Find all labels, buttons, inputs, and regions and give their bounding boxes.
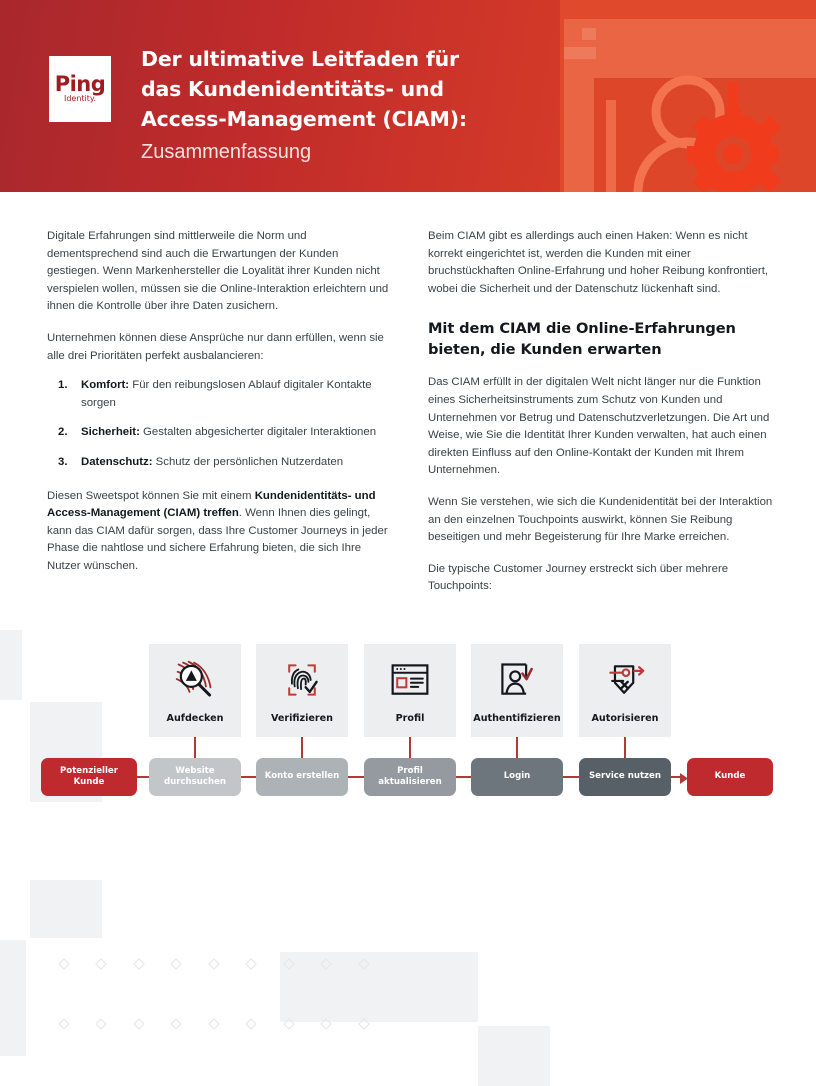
magnifier-warning-fingerprint-icon: [173, 659, 217, 701]
priority-text: Gestalten abgesicherter digitaler Interaktionen: [139, 426, 377, 439]
right-column: [428, 228, 775, 610]
touchpoint-card-autorisieren[interactable]: [579, 644, 671, 737]
logo-subtext: Identity.: [63, 93, 97, 103]
card-label: Verifizieren: [271, 712, 333, 724]
card-label: Autorisieren: [591, 712, 659, 724]
right-paragraph-2: Das CIAM erfüllt in der digitalen Welt nicht länger nur die Funktion eines Sicherheitsinstruments zum Schutz von Kunden und Unternehmen vor Betrug und Datenschutzverletzungen. Die Art und Weise, wie Sie die Identität Ihrer Kunden verwalten, hat auch einen direkten Einfluss auf den Online-Kontakt der Kunden mit Ihrem Unternehmen.: [428, 376, 770, 477]
sweetspot-bold: Kundenidentitäts- und Access-Management (CIAM) treffen: [47, 489, 376, 520]
left-column: [47, 228, 394, 610]
connector-vertical: [409, 737, 411, 759]
pill-label: Service nutzen: [588, 771, 661, 782]
priority-item: [47, 377, 394, 412]
pill-label: Potenzieller Kunde: [60, 765, 118, 787]
card-label: Profil: [395, 712, 425, 724]
touchpoint-card-aufdecken[interactable]: [149, 644, 241, 737]
sweetspot-pre: Diesen Sweetspot können Sie mit einem: [47, 489, 255, 502]
priority-term: Datenschutz:: [81, 455, 153, 468]
title-line-3: Access-Management (CIAM):: [141, 107, 467, 131]
card-label: Authentifizieren: [473, 712, 561, 724]
priority-text: Schutz der persönlichen Nutzerdaten: [152, 455, 344, 468]
journey-step-service-nutzen[interactable]: [579, 758, 671, 796]
shield-key-arrow-icon: [603, 659, 647, 701]
page-header: [0, 0, 816, 192]
left-paragraph-1: Digitale Erfahrungen sind mittlerweile die Norm und dementsprechend sind auch die Erwartungen der Kunden gestiegen. Wenn Markenhersteller die Loyalität ihrer Kunden nicht verspielen wollen, müssen sie die Online-Interaktion erleichtern und ihnen die Kontrolle über ihre Daten zusichern.: [47, 230, 389, 313]
right-paragraph-4: Die typische Customer Journey erstreckt sich über mehrere Touchpoints:: [428, 562, 729, 593]
journey-step-potenzieller-kunde[interactable]: [41, 758, 137, 796]
connector-vertical: [194, 737, 196, 759]
priority-number: 2.: [58, 426, 68, 439]
journey-step-konto-erstellen[interactable]: [256, 758, 348, 796]
connector-vertical: [516, 737, 518, 759]
right-paragraph-1: Beim CIAM gibt es allerdings auch einen Haken: Wenn es nicht korrekt eingerichtet ist, werden die Kunden mit einer bruchstückhaften Online-Erfahrung und hoher Reibung konfrontiert, wobei die Sicherheit und der Datenschutz lückenhaft sind.: [428, 230, 769, 295]
card-label: Aufdecken: [166, 712, 224, 724]
page-subtitle: Zusammenfassung: [141, 141, 312, 163]
journey-step-login[interactable]: [471, 758, 563, 796]
profile-window-icon: [388, 659, 432, 701]
pill-label: Kunde: [714, 771, 746, 782]
left-paragraph-2: Unternehmen können diese Ansprüche nur dann erfüllen, wenn sie alle drei Prioritäten perfekt ausbalancieren:: [47, 331, 384, 362]
left-paragraph-3: [47, 488, 394, 576]
pill-label: Profil aktualisieren: [378, 765, 442, 787]
bottom-decoration: [0, 856, 816, 1056]
sweetspot-post: . Wenn Ihnen dies gelingt, kann das CIAM dafür sorgen, dass Ihre Customer Journeys in jeder Phase die nahtlose und sichere Erfahrung bieten, die sich Ihre Nutzer wünschen.: [47, 507, 388, 572]
touchpoint-card-profil[interactable]: [364, 644, 456, 737]
journey-step-kunde[interactable]: [687, 758, 773, 796]
connector-vertical: [301, 737, 303, 759]
priority-text: Für den reibungslosen Ablauf digitaler Kontakte sorgen: [81, 379, 372, 409]
logo-wordmark: Ping: [54, 71, 106, 96]
touchpoint-card-verifizieren[interactable]: [256, 644, 348, 737]
pill-label: Konto erstellen: [264, 771, 340, 782]
article-body: [0, 192, 816, 610]
right-paragraph-3: Wenn Sie verstehen, wie sich die Kundenidentität bei der Interaktion an den einzelnen Touchpoints auswirkt, können Sie Reibung beseitigen und mehr Begeisterung für Ihre Marke erreichen.: [428, 495, 773, 544]
priority-item: [47, 424, 394, 442]
section-heading: Mit dem CIAM die Online-Erfahrungen bieten, die Kunden erwarten: [428, 320, 736, 359]
priorities-list: [47, 377, 394, 471]
connector-vertical: [624, 737, 626, 759]
priority-item: [47, 454, 394, 472]
title-line-1: Der ultimative Leitfaden für: [141, 47, 459, 71]
journey-step-website-durchsuchen[interactable]: [149, 758, 241, 796]
ping-identity-logo: [49, 56, 111, 122]
diamond-pattern: [0, 856, 816, 1056]
title-line-2: das Kundenidentitäts- und: [141, 77, 444, 101]
priority-number: 1.: [58, 379, 68, 392]
pill-label: Login: [503, 771, 531, 782]
touchpoint-cards: [0, 644, 816, 737]
user-frame-check-icon: [495, 659, 539, 701]
priority-number: 3.: [58, 455, 68, 468]
touchpoint-card-authentifizieren[interactable]: [471, 644, 563, 737]
fingerprint-scan-check-icon: [280, 659, 324, 701]
journey-step-profil-aktualisieren[interactable]: [364, 758, 456, 796]
priority-term: Sicherheit:: [81, 426, 140, 439]
priority-term: Komfort:: [81, 379, 130, 392]
page-title: [141, 42, 467, 168]
journey-step-pills: [0, 758, 816, 796]
customer-journey-diagram: [0, 628, 816, 828]
pill-label: Website durchsuchen: [163, 765, 227, 787]
